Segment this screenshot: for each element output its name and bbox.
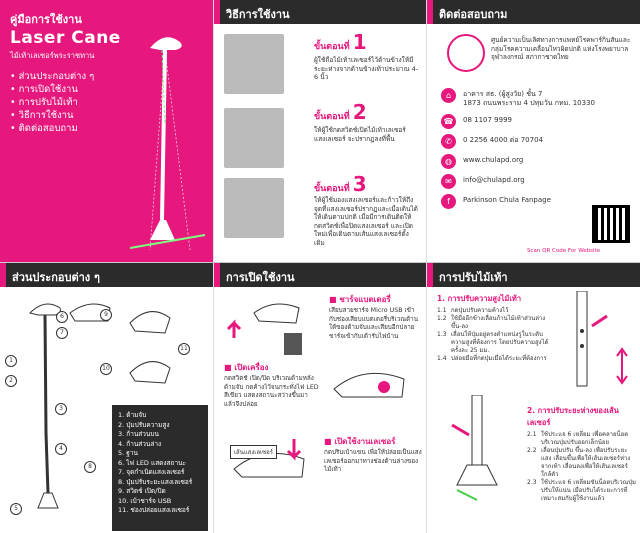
section-header: การเปิดใช้งาน — [214, 263, 426, 287]
callout-10: 10 — [100, 363, 112, 375]
part-item: 5. ฐาน — [118, 449, 138, 457]
contents-item[interactable]: • การปรับไม้เท้า — [10, 96, 94, 109]
home-icon: ⌂ — [441, 88, 456, 103]
part-item: 2. ปุ่มปรับความสูง — [118, 420, 170, 429]
part-item: 8. ปุ่มปรับระยะแสงเลเซอร์ — [118, 477, 193, 486]
callout-7: 7 — [56, 327, 68, 339]
section-header: การปรับไม้เท้า — [427, 263, 640, 287]
step-2-photo — [224, 108, 284, 168]
charge-text: เสียบสายชาร์จ Micro USB เข้ากับช่องเสียบแบตเตอรี่บริเวณด้านใต้ของด้ามจับและเสียบอีกปลายชาร์จเข้ากับเต้ารับไฟบ้าน — [329, 307, 419, 340]
qr-code — [592, 205, 630, 243]
part-item: 4. ก้านส่วนล่าง — [118, 439, 162, 448]
laser-on-title: ■ เปิดใช้งานเลเซอร์ — [324, 437, 396, 446]
startup-panel — [213, 263, 426, 533]
part-item: 11. ช่องปล่อยแสงเลเซอร์ — [118, 506, 190, 514]
step-1-title: ขั้นตอนที่ 1 — [314, 30, 367, 54]
fax-icon: ✆ — [441, 134, 456, 149]
height-adjust-steps — [437, 307, 549, 363]
height-adjust-title: 1. การปรับความสูงไม้เท้า — [437, 294, 522, 303]
step-3-text: ให้ผู้ใช้มองแสงเลเซอร์และก้าวให้ถึงจุดที่แสงเลเซอร์ปรากฏและเมื่อเดินได้ ให้เดินตามปกติ เมื่อมีการเดินติดให้กดสวิตช์เพื่อปิดแสงเลเซอร์ และเปิดใหม่เพื่อเดินตามเส้นแสงเลเซอร์ตั้งเดิม — [314, 196, 418, 247]
charge-title: ■ ชาร์จแบตเตอรี่ — [329, 295, 391, 304]
callout-3: 3 — [55, 403, 67, 415]
callout-6: 6 — [56, 311, 68, 323]
laser-adjust-title: 2. การปรับระยะห่างของเส้นเลเซอร์ — [527, 406, 619, 427]
callout-1: 1 — [5, 355, 17, 367]
callout-4: 4 — [55, 443, 67, 455]
step-3-title: ขั้นตอนที่ 3 — [314, 172, 367, 196]
charging-illustration — [224, 293, 319, 363]
power-on-text: กดสวิตช์ เปิด/ปิด บริเวณด้ามหลังด้ามจับ กดค้างไว้จนกระทั่งไฟ LED สีเขียว แสดงสถานะสว่างขึ้นมา แล้วจึงปล่อย — [224, 375, 319, 408]
height-adjust-illustration — [567, 291, 637, 391]
list-item: 2.2 เลื่อนปุ่มปรับ ขึ้น-ลง เพื่อปรับระยะแสง เลื่อนขึ้นเพื่อให้เส้นเลเซอร์ห่างจากเท้า เลื่อนลงเพื่อให้เส้นเลเซอร์ใกล้ตัว — [527, 447, 631, 478]
part-item: 9. สวิตช์ เปิด/ปิด — [118, 487, 166, 495]
list-item: 1.1 กดปุ่มปรับความค้างไว้ — [437, 307, 509, 314]
list-item: 2.1 ใช้ประแจ 6 เหลี่ยม เพื่อคลายน็อต บริเวณปุ่มปรับออกเล็กน้อย — [527, 431, 629, 446]
part-item: 3. ก้านส่วนบน — [118, 430, 159, 438]
list-item: 2.3 ใช้ประแจ 6 เหลี่ยมขันน็อตบริเวณปุ่มปรับให้แน่น เมื่อปรับได้ระยะการที่เหมาะสมกับผู้ใช้งานแล้ว — [527, 479, 637, 502]
laser-adjust-steps — [527, 431, 637, 503]
contents-item[interactable]: • การเปิดใช้งาน — [10, 83, 94, 96]
step-3-photo — [224, 178, 284, 238]
part-item: 10. เบ้าชาร์จ USB — [118, 496, 172, 505]
contents-item[interactable]: • วิธีการใช้งาน — [10, 109, 94, 122]
product-name: Laser Cane — [10, 28, 121, 48]
callout-2: 2 — [5, 375, 17, 387]
callout-5: 5 — [10, 503, 22, 515]
contents-item[interactable]: • ติดต่อสอบถาม — [10, 122, 94, 135]
contents-list — [10, 70, 94, 135]
part-item: 7. จุดกำเนิดแสงเลเซอร์ — [118, 468, 185, 476]
step-1-photo — [224, 34, 284, 94]
list-item: 1.2 ใช้มืออีกข้างเลื่อนก้านไม้เท้าส่วนล่างขึ้น-ลง — [437, 315, 546, 330]
callout-9: 9 — [100, 309, 112, 321]
step-1-text: ผู้ใช้ถือไม้เท้าเลเซอร์ไว้ด้านข้างให้มีระยะห่างจากด้านข้างเท้าประมาณ 4-6 นิ้ว — [314, 56, 419, 81]
part-item: 1. ด้ามจับ — [118, 411, 147, 419]
parts-legend — [112, 405, 208, 531]
usage-panel — [213, 0, 426, 262]
power-on-illustration — [324, 359, 424, 429]
qr-caption: Scan QR Code For Website — [527, 248, 601, 254]
email-icon: ✉ — [441, 174, 456, 189]
section-header: ส่วนประกอบต่าง ๆ — [0, 263, 213, 287]
callout-11: 11 — [178, 343, 190, 355]
organization-name: ศูนย์ความเป็นเลิศทางการแพทย์โรคพาร์กินสันและกลุ่มโรคความเคลื่อนไหวผิดปกติ แห่งโรงพยาบาลจุฬาลงกรณ์ สภากาชาดไทย — [491, 36, 631, 61]
part-item: 6. ไฟ LED แสดงสถานะ — [118, 458, 187, 467]
contents-item[interactable]: • ส่วนประกอบต่าง ๆ — [10, 70, 94, 83]
product-subtitle: ไม้เท้าเลเซอร์พระราชทาน — [10, 51, 95, 60]
globe-icon: ◍ — [441, 154, 456, 169]
step-2-title: ขั้นตอนที่ 2 — [314, 100, 367, 124]
phone-icon: ☎ — [441, 114, 456, 129]
step-2-text: ให้ผู้ใช้กดสวิตช์เปิดไม้เท้าเลเซอร์ แสงเลเซอร์ จะปรากฏลงที่พื้น — [314, 126, 406, 143]
list-item: 1.3 เลื่อนให้ปุ่มอยู่ตรงตำแหน่งรูในระดับความสูงที่ต้องการ โดยปรับความสูงได้ครั้งละ 25 มม. — [437, 331, 549, 354]
adjust-panel — [426, 263, 640, 533]
organization-logo — [447, 34, 485, 72]
section-header: ติดต่อสอบถาม — [427, 0, 640, 24]
power-on-title: ■ เปิดเครื่อง — [224, 363, 269, 372]
contact-panel: ติดต่อสอบถาม ศูนย์ความเป็นเลิศทางการแพทย์โรคพาร์กินสันและกลุ่มโรคความเคลื่อนไหวผิดปกติ แห่งโรงพยาบาลจุฬาลงกรณ์ สภากาชาดไทย ⌂ อาคาร สธ. (ผู้สูงวัย) ชั้น 7 1873 ถนนพระราม 4 ปทุมวัน กทม. 10330 ☎ 08 1107 9999 ✆ 0 2256 4000 ต่อ 70704 ◍ www.chulapd.org ✉ info@chulapd.org f Parkinson Chula Fanpage Scan QR Code For Website — [426, 0, 640, 262]
callout-8: 8 — [84, 461, 96, 473]
section-header: วิธีการใช้งาน — [214, 0, 426, 24]
laser-adjust-illustration — [447, 395, 517, 505]
facebook-icon: f — [441, 194, 456, 209]
laser-on-text: กดปริบเบ้าแขน เพื่อให้ปล่อยเป็นแสงเลเซอร์ออกมาทางช่องด้านล่างของไม้เท้า — [324, 449, 422, 473]
list-item: 1.4 ปล่อยมือที่กดปุ่มเมื่อได้ระยะที่ต้องการ — [437, 355, 547, 362]
laser-line-label: เส้นแสงเลเซอร์ — [230, 445, 277, 459]
laser-cane-illustration — [120, 20, 210, 255]
manual-title: คู่มือการใช้งาน — [10, 13, 82, 26]
parts-panel — [0, 263, 213, 533]
cover-panel — [0, 0, 213, 262]
